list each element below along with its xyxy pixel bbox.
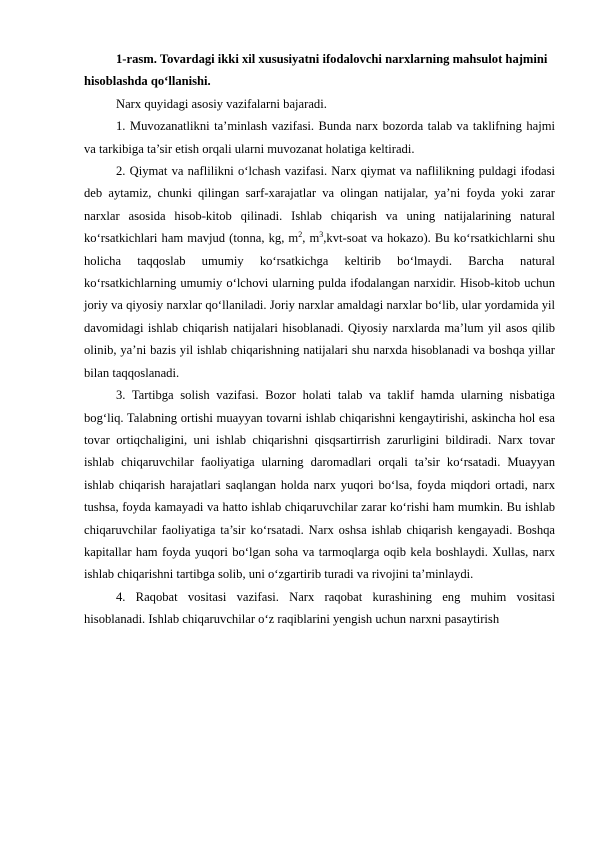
paragraph-3: 3. Tartibga solish vazifasi. Bozor holati talab va taklif hamda ularning nisbatiga bog‘liq. Talabning ortishi muayyan tovarni ishlab chiqarishni kengaytirishi, askincha hol esa tovar ortiqchaligini, uni ishlab chiqarishni qisqsartirrish zarurligini bildiradi. Narx tovar ishlab chiqaruvchilar faoliyatiga ularning daromadlari orqali ta’sir ko‘rsatadi. Muayyan ishlab chiqarish harajatlari saqlangan holda narx yuqori bo‘lsa, foyda miqdori ortadi, narx tushsa, foyda kamayadi va hatto ishlab chiqaruvchilar zarar ko‘rishi ham mumkin. Bu ishlab chiqaruvchilar faoliyatiga ta’sir ko‘rsatadi. Narx oshsa ishlab chiqarish kengayadi. Boshqa kapitallar ham foyda yuqori bo‘lgan soha va tarmoqlarga oqib kela boshlaydi. Xullas, narx ishlab chiqarishni tartibga solib, uni o‘zgartirib turadi va rivojini ta’minlaydi. (84, 388, 555, 582)
paragraph-2-part-b: , m (302, 231, 320, 246)
paragraph-intro: Narx quyidagi asosiy vazifalarni bajaradi. (116, 96, 327, 111)
paragraph-1: 1. Muvozanatlikni ta’minlash vazifasi. Bunda narx bozorda talab va taklifning hajmi va tarkibiga ta’sir etish orqali ularni muvozanat holatiga keltiradi. (84, 119, 555, 156)
superscript-3: 3 (319, 230, 324, 240)
superscript-2: 2 (298, 230, 303, 240)
paragraph-2-part-c: ,kvt-soat va hokazo). Bu ko‘rsatkichlarni shu holicha taqqoslab umumiy ko‘rsatkichga keltirib bo‘lmaydi. Barcha natural ko‘rsatkichlarning umumiy o‘lchovi ularning pulda ifodalangan narxidir. Hisob-kitob uchun joriy va qiyosiy narxlar qo‘llaniladi. Joriy narxlar amaldagi narxlar bo‘lib, ular yordamida yil davomidagi ishlab chiqarish natijalari hisoblanadi. Qiyosiy narxlarda ma’lum yil asos qilib olinib, ya’ni bazis yil ishlab chiqarishning natijalari shu narxda hisoblanadi va boshqa yillar bilan taqqoslanadi. (84, 231, 556, 380)
paragraph-2-part-a: 2. Qiymat va naflilikni o‘lchash vazifasi. Narx qiymat va naflilikning puldagi ifodasi deb aytamiz, chunki qilingan sarf-xarajatlar va olingan natijalar, ya’ni foyda yoki zarar narxlar asosida hisob-kitob qilinadi. Ishlab chiqarish va uning natijalarining natural ko‘rsatkichlari ham mavjud (tonna, kg, m (84, 164, 555, 246)
caption-line-2: hisoblashda qo‘llanishi. (84, 74, 211, 89)
figure-caption (84, 48, 555, 93)
document-page (84, 48, 555, 631)
caption-line-1: 1-rasm. Tovardagi ikki xil xususiyatni ifodalovchi narxlarning mahsulot hajmini (116, 52, 548, 66)
paragraph-2 (84, 160, 555, 384)
paragraph-4: 4. Raqobat vositasi vazifasi. Narx raqobat kurashining eng muhim vositasi hisoblanadi. Ishlab chiqaruvchilar o‘z raqiblarini yengish uchun narxni pasaytirish (84, 589, 555, 627)
